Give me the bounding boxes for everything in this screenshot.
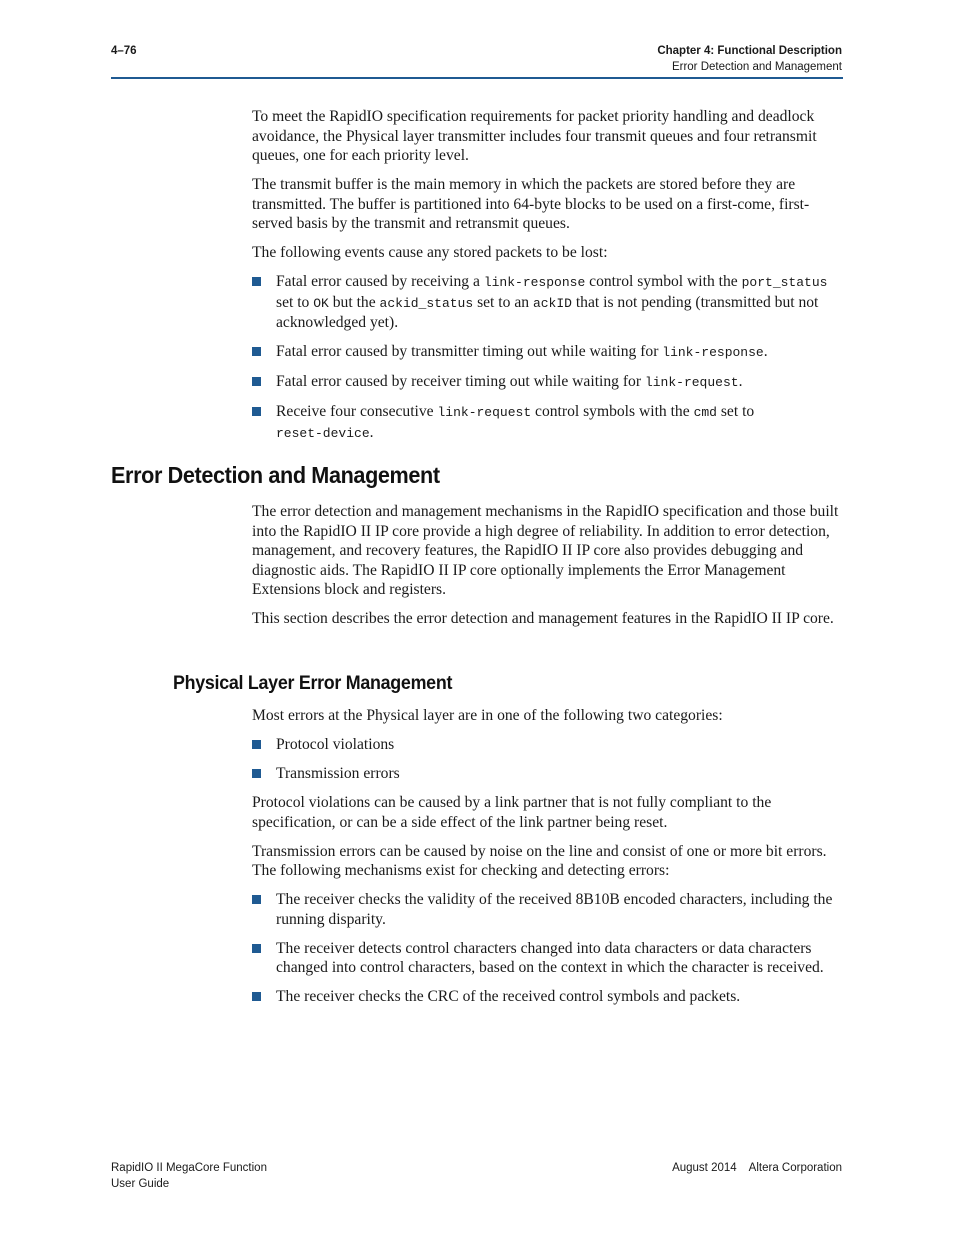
code-term: link-response (483, 275, 586, 290)
paragraph: This section describes the error detection and management features in the RapidIO II IP core. (252, 610, 834, 627)
section-body (252, 502, 842, 638)
list-item: Fatal error caused by receiving a link-response control symbol with the port_status set to OK but the ackid_status set to an ackID that is not pending (transmitted but not acknowledged yet). (252, 272, 842, 333)
bullet-square-icon (252, 895, 261, 904)
footer-left (111, 1160, 267, 1192)
list-item: Transmission errors (252, 764, 842, 784)
code-term: ackid_status (379, 295, 474, 311)
section-heading: Error Detection and Management (111, 462, 440, 488)
paragraph: The following events cause any stored packets to be lost: (252, 244, 608, 261)
bullet-square-icon (252, 740, 261, 749)
code-term: link-request (644, 375, 739, 390)
lost-packet-events-list (252, 272, 842, 443)
intro-block (252, 107, 842, 453)
footer-right (672, 1160, 842, 1176)
page-number: 4–76 (111, 45, 137, 57)
code-term: link-request (437, 405, 532, 420)
code-term: ackID (532, 295, 572, 311)
subsection-body (252, 706, 842, 1016)
paragraph: To meet the RapidIO specification requirements for packet priority handling and deadlock avoidance, the Physical layer transmitter includes four transmit queues and four retransmit queues, one for each priority level. (252, 108, 817, 164)
header-rule (111, 77, 843, 79)
bullet-square-icon (252, 377, 261, 386)
list-item: Protocol violations (252, 735, 842, 755)
footer-company: Altera Corporation (748, 1162, 842, 1174)
running-header (657, 43, 842, 75)
bullet-square-icon (252, 407, 261, 416)
code-term: OK (313, 295, 329, 311)
paragraph: The transmit buffer is the main memory in which the packets are stored before they are transmitted. The buffer is partitioned into 64-byte blocks to be used on a first-come, first-served basis by the transmit and retransmit queues. (252, 176, 810, 232)
bullet-square-icon (252, 992, 261, 1001)
code-term: cmd (693, 405, 717, 420)
code-term: port_status (741, 275, 828, 290)
list-item: The receiver detects control characters changed into data characters or data characters changed into control characters, based on the context in which the character is received. (252, 939, 842, 978)
footer-doc-type: User Guide (111, 1178, 170, 1190)
bullet-square-icon (252, 347, 261, 356)
bullet-square-icon (252, 769, 261, 778)
paragraph: Protocol violations can be caused by a link partner that is not fully compliant to the specification, or can be a side effect of the link partner being reset. (252, 794, 772, 831)
footer-product: RapidIO II MegaCore Function (111, 1162, 267, 1174)
list-item: The receiver checks the CRC of the received control symbols and packets. (252, 987, 842, 1007)
bullet-square-icon (252, 944, 261, 953)
list-item: Fatal error caused by transmitter timing out while waiting for link-response. (252, 342, 842, 363)
code-term: link-response (662, 345, 764, 360)
paragraph: The error detection and management mechanisms in the RapidIO specification and those built into the RapidIO II IP core provide a high degree of reliability. In addition to error detection, management, and recovery features, the RapidIO II IP core also provides debugging and diagnostic aids. The RapidIO II IP core optionally implements the Error Management Extensions block and registers. (252, 503, 839, 598)
bullet-square-icon (252, 277, 261, 286)
chapter-title: Chapter 4: Functional Description (657, 45, 842, 57)
list-item: Fatal error caused by receiver timing out while waiting for link-request. (252, 372, 842, 393)
list-item: Receive four consecutive link-request control symbols with the cmd set to reset-device. (252, 402, 842, 443)
code-term: reset-device (276, 425, 370, 441)
header-section-title: Error Detection and Management (671, 61, 842, 73)
footer-date: August 2014 (672, 1162, 737, 1174)
error-categories-list (252, 735, 842, 784)
paragraph: Transmission errors can be caused by noise on the line and consist of one or more bit errors. The following mechanisms exist for checking and detecting errors: (252, 842, 827, 879)
subsection-heading: Physical Layer Error Management (173, 673, 453, 694)
list-item: The receiver checks the validity of the received 8B10B encoded characters, including the running disparity. (252, 890, 842, 929)
detection-mechanisms-list (252, 890, 842, 1007)
paragraph: Most errors at the Physical layer are in one of the following two categories: (252, 707, 723, 724)
